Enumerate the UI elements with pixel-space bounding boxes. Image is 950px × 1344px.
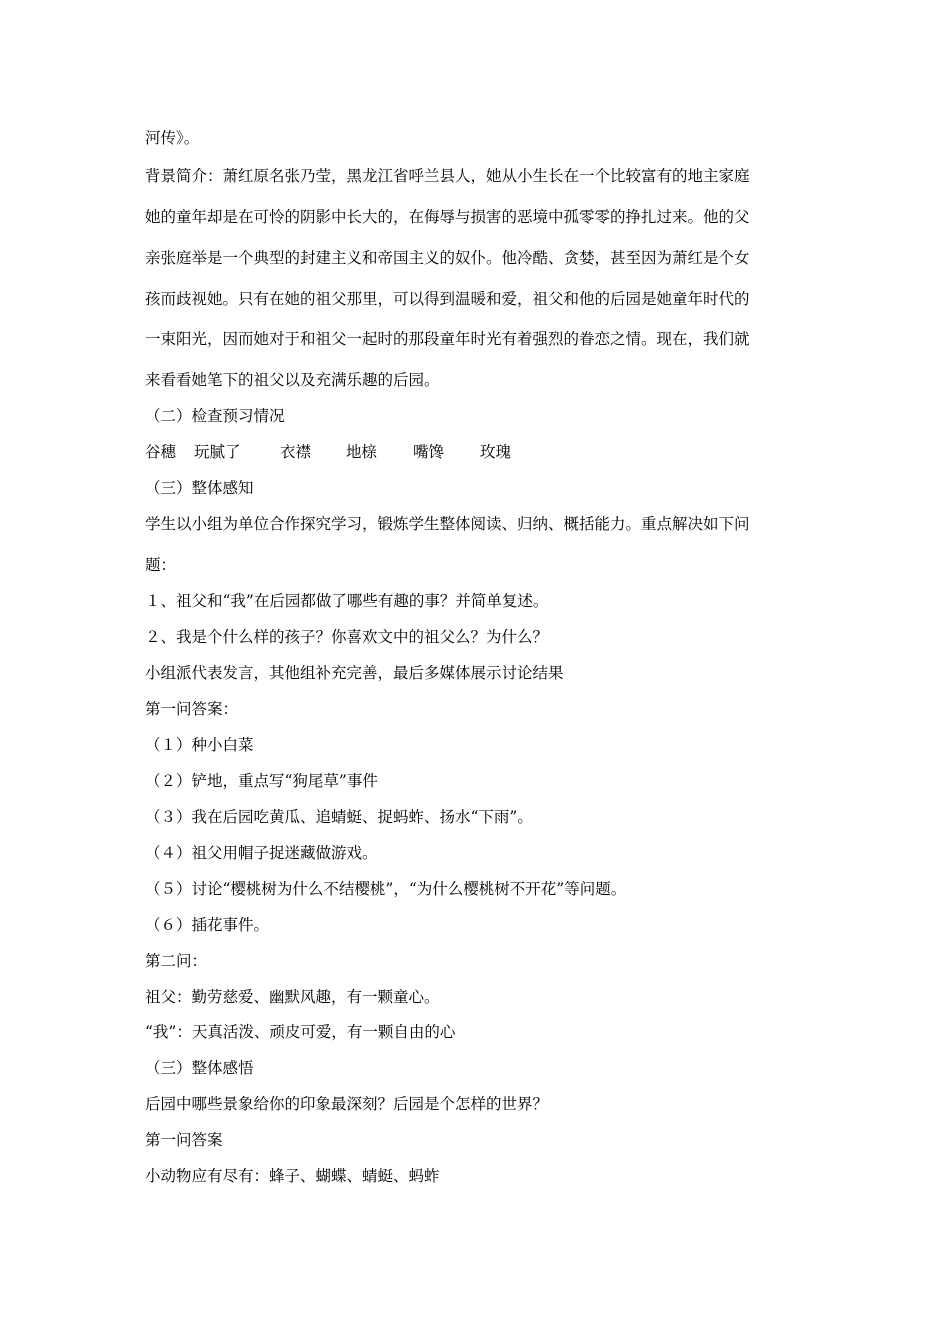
vocab-term: 衣襟 <box>280 443 312 461</box>
answer-heading: 第一问答案： <box>145 700 239 718</box>
vocab-term: 嘴馋 <box>413 443 445 461</box>
text-line: 她的童年却是在可怜的阴影中长大的，在侮辱与损害的恶境中孤零零的挣扎过来。他的父 <box>145 208 750 226</box>
text-line: 河传》。 <box>145 129 200 147</box>
text-line: 学生以小组为单位合作探究学习，锻炼学生整体阅读、归纳、概括能力。重点解决如下问 <box>145 515 750 533</box>
section-heading: （三）整体感知 <box>145 479 254 497</box>
text-line: “我”：天真活泼、顽皮可爱，有一颗自由的心 <box>145 1023 456 1041</box>
text-line: 亲张庭举是一个典型的封建主义和帝国主义的奴仆。他冷酷、贪婪，甚至因为萧红是个女 <box>145 249 750 267</box>
answer-heading: 第一问答案 <box>145 1131 223 1149</box>
vocab-term: 玩腻了 <box>194 443 241 461</box>
vocab-term: 谷穗 <box>145 443 177 461</box>
question-item: １、祖父和“我”在后园都做了哪些有趣的事？并简单复述。 <box>145 592 549 610</box>
vocabulary-terms <box>145 442 511 462</box>
answer-item: （１）种小白菜 <box>145 736 254 754</box>
answer-item: （３）我在后园吃黄瓜、追蜻蜓、捉蚂蚱、扬水“下雨”。 <box>145 808 533 826</box>
text-line: 祖父：勤劳慈爱、幽默风趣，有一颗童心。 <box>145 988 440 1006</box>
vocab-term: 地榇 <box>346 443 378 461</box>
vocab-term: 玫瑰 <box>480 443 512 461</box>
text-line: 来看看她笔下的祖父以及充满乐趣的后园。 <box>145 371 440 389</box>
section-heading: （三）整体感悟 <box>145 1059 254 1077</box>
text-line: 背景简介：萧红原名张乃莹，黑龙江省呼兰县人，她从小生长在一个比较富有的地主家庭 <box>145 167 750 185</box>
answer-item: （５）讨论“樱桃树为什么不结樱桃”，“为什么樱桃树不开花”等问题。 <box>145 880 627 898</box>
text-line: 小组派代表发言，其他组补充完善，最后多媒体展示讨论结果 <box>145 664 564 682</box>
text-line: 孩而歧视她。只有在她的祖父那里，可以得到温暖和爱，祖父和他的后园是她童年时代的 <box>145 290 750 308</box>
answer-heading: 第二问： <box>145 952 208 970</box>
text-line: 题： <box>145 556 177 574</box>
text-line: 后园中哪些景象给你的印象最深刻？后园是个怎样的世界？ <box>145 1095 549 1113</box>
answer-item: （２）铲地，重点写“狗尾草”事件 <box>145 772 378 790</box>
answer-item: （６）插花事件。 <box>145 916 270 934</box>
text-line: 一束阳光，因而她对于和祖父一起时的那段童年时光有着强烈的眷恋之情。现在，我们就 <box>145 330 750 348</box>
answer-item: （４）祖父用帽子捉迷藏做游戏。 <box>145 844 378 862</box>
section-heading: （二）检查预习情况 <box>145 407 285 425</box>
question-item: ２、我是个什么样的孩子？你喜欢文中的祖父么？为什么？ <box>145 628 549 646</box>
text-line: 小动物应有尽有：蜂子、蝴蝶、蜻蜓、蚂蚱 <box>145 1167 440 1185</box>
